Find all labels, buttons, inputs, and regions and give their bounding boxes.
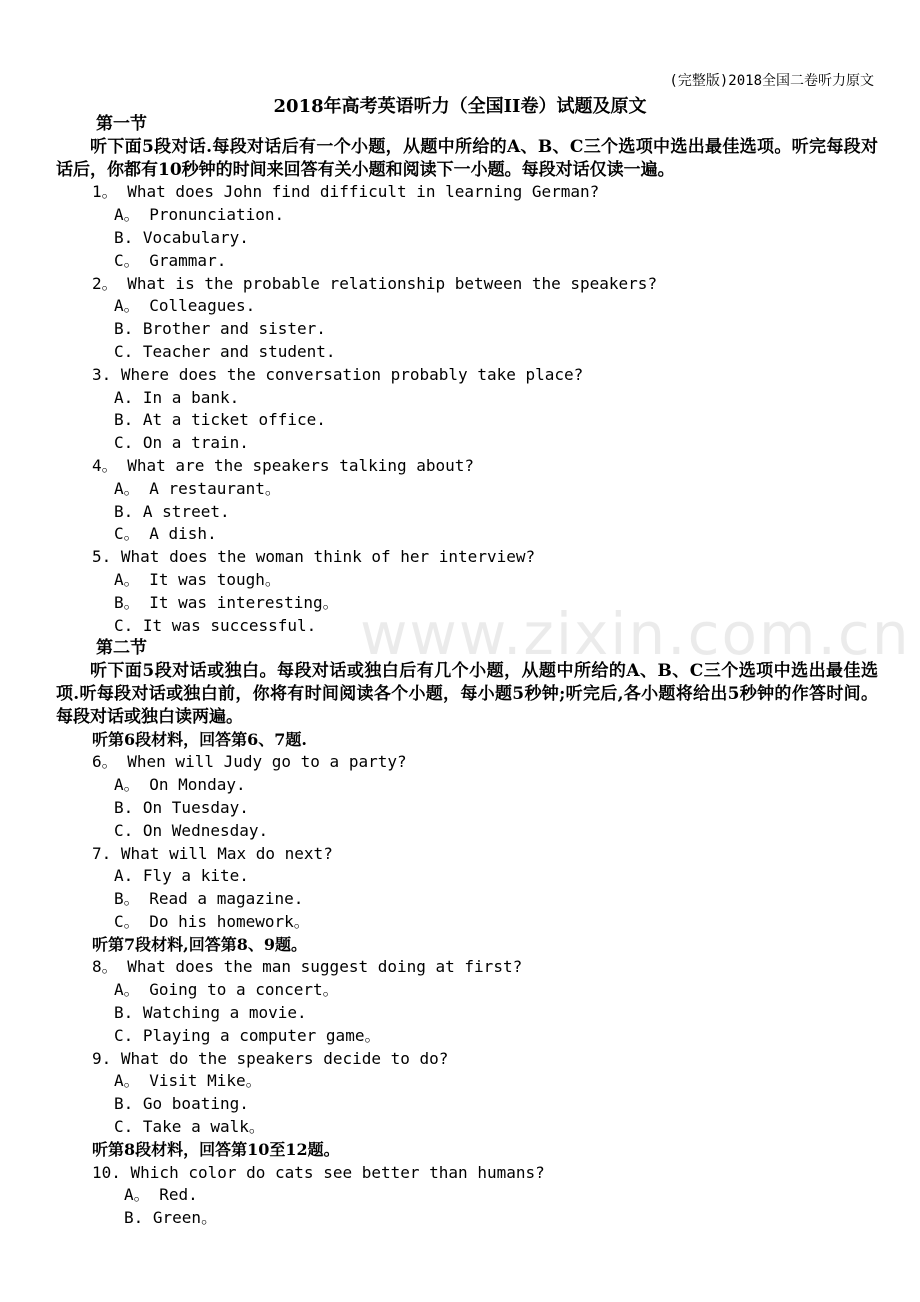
question-option: A. In a bank.: [114, 387, 240, 407]
question-option: A。 Red.: [124, 1185, 198, 1205]
question-option: A。 Pronunciation.: [114, 205, 285, 225]
question-option: C. On a train.: [114, 433, 249, 453]
question-option: B。 Read a magazine.: [114, 889, 304, 909]
question-stem: 2。 What is the probable relationship between the speakers?: [92, 273, 658, 293]
question-stem: 10. Which color do cats see better than humans?: [92, 1162, 545, 1182]
question-option: B. On Tuesday.: [114, 797, 249, 817]
watermark-text: www.zixin.com.cn: [360, 600, 911, 668]
material-label: 听第8段材料，回答第10至12题。: [92, 1139, 340, 1159]
question-option: B. Vocabulary.: [114, 227, 249, 247]
question-option: C. On Wednesday.: [114, 820, 269, 840]
question-option: B. Watching a movie.: [114, 1003, 307, 1023]
question-option: A。 Colleagues.: [114, 296, 256, 316]
question-option: A。 On Monday.: [114, 775, 246, 795]
section1-heading: 第一节: [96, 114, 147, 134]
question-option: B. A street.: [114, 501, 230, 521]
document-body: [56, 113, 878, 1230]
question-stem: 7. What will Max do next?: [92, 843, 333, 863]
question-option: A。 Visit Mike。: [114, 1071, 262, 1091]
section1-instructions: 听下面5段对话.每段对话后有一个小题，从题中所给的A、B、C三个选项中选出最佳选项。听完每段对话后，你都有10秒钟的时间来回答有关小题和阅读下一小题。每段对话仅读一遍。: [56, 136, 878, 180]
question-option: B. Go boating.: [114, 1094, 249, 1114]
question-option: C. Take a walk。: [114, 1117, 265, 1137]
material-label: 听第6段材料，回答第6、7题.: [92, 729, 307, 749]
document-title: 2018年高考英语听力（全国II卷）试题及原文: [273, 96, 647, 117]
question-stem: 5. What does the woman think of her interview?: [92, 547, 536, 567]
question-option: B。 It was interesting。: [114, 592, 339, 612]
question-option: B. At a ticket office.: [114, 410, 326, 430]
section2-instructions: 听下面5段对话或独白。每段对话或独白后有几个小题，从题中所给的A、B、C三个选项中选出最佳选项.听每段对话或独白前，你将有时间阅读各个小题，每小题5秒钟;听完后,各小题将给出5秒钟的作答时间。每段对话或独白读两遍。: [56, 661, 878, 727]
question-option: A。 Going to a concert。: [114, 980, 339, 1000]
question-option: A. Fly a kite.: [114, 866, 249, 886]
question-stem: 6。 When will Judy go to a party?: [92, 752, 407, 772]
question-option: C。 Grammar.: [114, 250, 227, 270]
question-option: C. Playing a computer game。: [114, 1025, 381, 1045]
question-stem: 8。 What does the man suggest doing at first?: [92, 957, 523, 977]
material-label: 听第7段材料,回答第8、9题。: [92, 934, 307, 954]
section2-heading: 第二节: [96, 638, 147, 659]
question-stem: 9. What do the speakers decide to do?: [92, 1048, 449, 1068]
question-option: C. It was successful.: [114, 615, 317, 635]
question-option: B. Brother and sister.: [114, 319, 326, 339]
question-stem: 4。 What are the speakers talking about?: [92, 455, 475, 475]
question-option: C. Teacher and student.: [114, 341, 336, 361]
question-option: C。 Do his homework。: [114, 911, 310, 931]
header-note: (完整版)2018全国二卷听力原文: [669, 73, 874, 89]
question-option: A。 A restaurant。: [114, 478, 281, 498]
question-stem: 1。 What does John find difficult in learning German?: [92, 182, 600, 202]
question-option: A。 It was tough。: [114, 569, 281, 589]
question-stem: 3. Where does the conversation probably take place?: [92, 364, 584, 384]
question-option: B. Green。: [124, 1208, 218, 1228]
question-option: C。 A dish.: [114, 524, 217, 544]
